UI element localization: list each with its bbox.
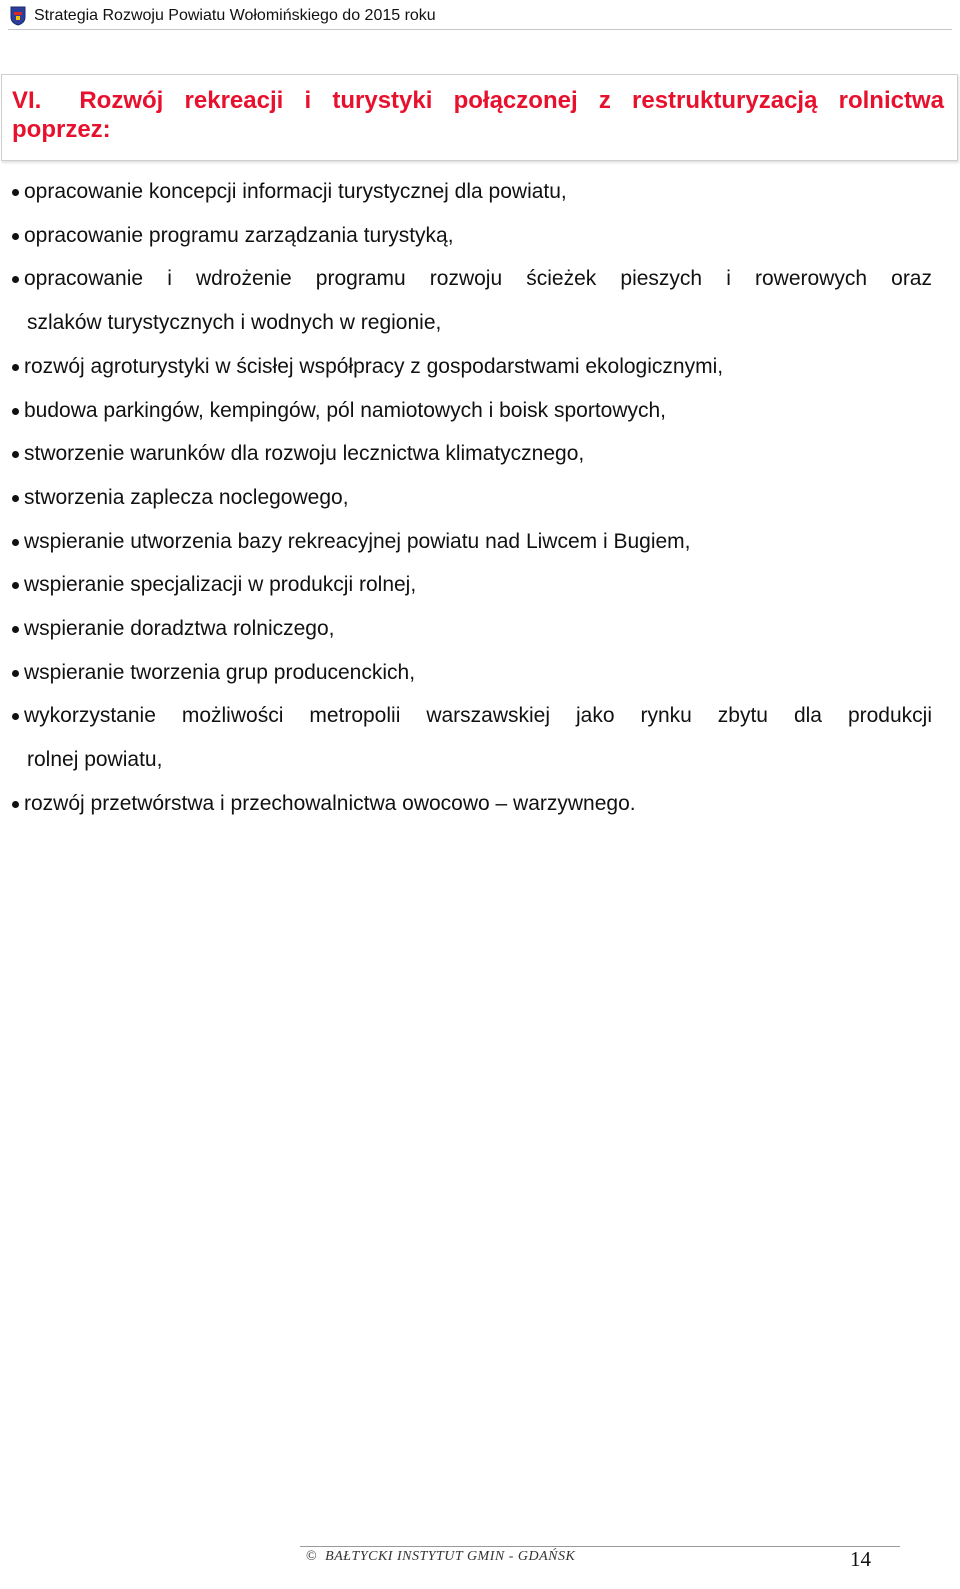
bullet-icon [12, 364, 19, 371]
list-item-text: wspieranie specjalizacji w produkcji rolnej, [24, 573, 417, 597]
section-number: VI. [12, 87, 42, 114]
bullet-icon [12, 713, 19, 720]
bullet-icon [12, 276, 19, 283]
bullet-icon [12, 539, 19, 546]
list-item-text: wspieranie utworzenia bazy rekreacyjnej powiatu nad Liwcem i Bugiem, [24, 529, 691, 553]
list-item-text: rozwój agroturystyki w ścisłej współpracy z gospodarstwami ekologicznymi, [24, 354, 724, 378]
page-header [10, 4, 950, 28]
list-item [12, 214, 932, 258]
document-header-title: Strategia Rozwoju Powiatu Wołomińskiego do 2015 roku [34, 7, 436, 24]
list-item [12, 476, 932, 520]
list-item [12, 432, 932, 476]
list-item-text: wspieranie tworzenia grup producenckich, [24, 660, 416, 684]
section-heading [12, 86, 944, 144]
list-item-text: wykorzystanie możliwości metropolii warszawskiej jako rynku zbytu dla produkcji [24, 704, 932, 728]
bullet-icon [12, 626, 19, 633]
list-item [12, 782, 932, 826]
list-item-text: opracowanie i wdrożenie programu rozwoju ścieżek pieszych i rowerowych oraz [24, 267, 932, 291]
bullet-icon [12, 582, 19, 589]
list-item-text: stworzenie warunków dla rozwoju lecznictwa klimatycznego, [24, 442, 585, 466]
list-item [12, 563, 932, 607]
list-item [12, 345, 932, 389]
bullet-icon [12, 233, 19, 240]
list-item [12, 389, 932, 433]
header-divider [8, 29, 952, 30]
list-item-text-continued: szlaków turystycznych i wodnych w regionie, [27, 311, 442, 335]
bullet-icon [12, 408, 19, 415]
list-item-text: budowa parkingów, kempingów, pól namiotowych i boisk sportowych, [24, 398, 667, 422]
bullet-icon [12, 670, 19, 677]
footer-copyright [306, 1549, 575, 1565]
copyright-icon: © [306, 1549, 318, 1564]
list-item-text-continued: rolnej powiatu, [27, 748, 163, 772]
list-item [12, 607, 932, 651]
bullet-icon [12, 451, 19, 458]
list-item-text: opracowanie koncepcji informacji turystycznej dla powiatu, [24, 180, 567, 203]
goals-list [12, 170, 932, 826]
bullet-icon [12, 495, 19, 502]
list-item [12, 170, 932, 214]
footer-publisher: BAŁTYCKI INSTYTUT GMIN - GDAŃSK [325, 1549, 576, 1564]
list-item-text: rozwój przetwórstwa i przechowalnictwa owocowo – warzywnego. [24, 791, 636, 815]
page-number: 14 [850, 1547, 871, 1571]
list-item-text: stworzenia zaplecza noclegowego, [24, 485, 349, 509]
list-item [12, 257, 932, 344]
list-item [12, 520, 932, 564]
bullet-icon [12, 801, 19, 808]
list-item [12, 694, 932, 781]
list-item [12, 651, 932, 695]
section-title: Rozwój rekreacji i turystyki połączonej z restrukturyzacją rolnictwa poprzez: [12, 87, 944, 143]
list-item-text: wspieranie doradztwa rolniczego, [24, 617, 335, 641]
bullet-icon [12, 189, 19, 196]
coat-of-arms-icon [10, 6, 26, 26]
list-item-text: opracowanie programu zarządzania turystyką, [24, 223, 454, 247]
footer-divider [300, 1546, 900, 1547]
